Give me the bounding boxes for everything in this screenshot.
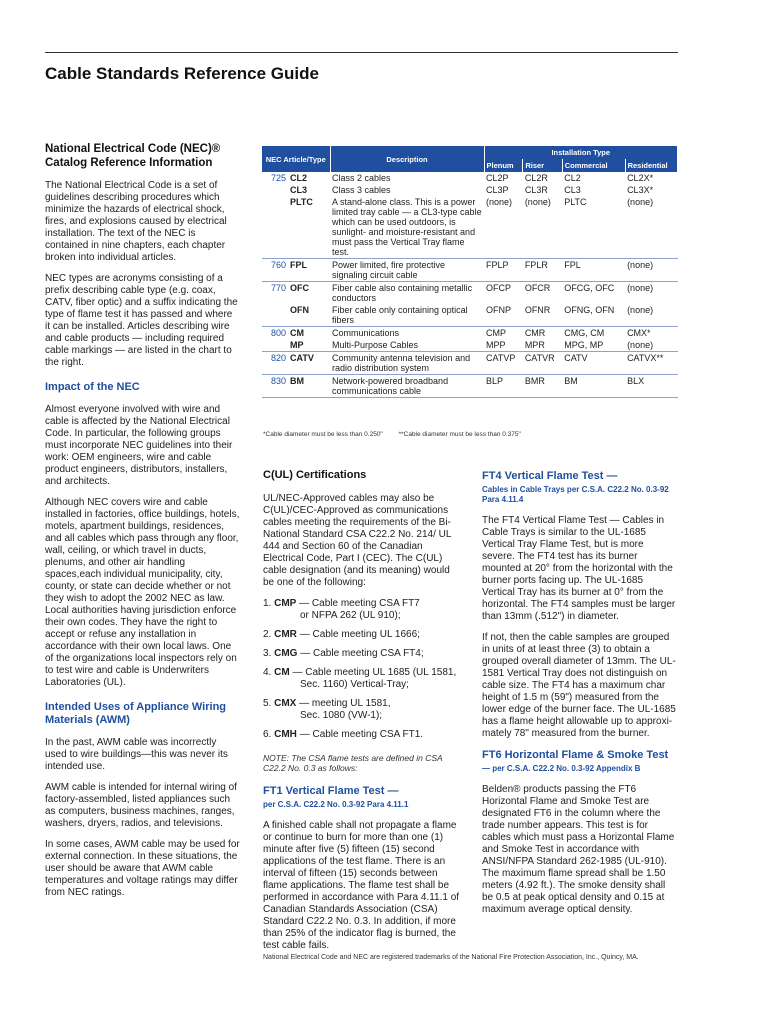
description-cell: Community antenna television and radio distribution system: [330, 352, 484, 375]
awm-paragraph-3: In some cases, AWM cable may be used for external connection. In these situations, the user should be aware that AWM cable temperatures and voltage ratings may differ from NEC ratings.: [45, 839, 240, 898]
header-commercial: Commercial: [562, 159, 625, 172]
table-row: [262, 259, 678, 282]
commercial-cell: PLTC: [562, 196, 625, 259]
plenum-cell: OFCP: [486, 283, 512, 293]
right-column: [482, 470, 678, 925]
article-cell: [262, 196, 288, 259]
description-cell: A stand-alone class. This is a power limited tray cable — a CL3-type cable which can be used outdoors, is sunlight- and moisture-resistant and must pass the Vertical Tray flame test.: [330, 196, 484, 259]
riser-cell: MPR: [523, 339, 562, 352]
header-installation: Installation Type: [484, 146, 678, 159]
plenum-cell: BLP: [484, 375, 523, 398]
residential-cell: BLX: [625, 375, 677, 398]
description-cell: Network-powered broadband communications cable: [330, 375, 484, 398]
riser-cell: FPLR: [523, 259, 562, 282]
header-plenum: Plenum: [484, 159, 523, 172]
impact-paragraph-2: Although NEC covers wire and cable installed in factories, office buildings, hotels, motels, apartment buildings, residences, and all cables which pass through any floor, wall, ceiling, or which travel in ducts, plenums, and other air handling spaces,each individual municipality, city, county, or state can decide whether or not they wish to adopt the 2002 NEC as law. Local authorities having jurisdiction enforce their own codes. They have the right to accept or refuse any installation in accordance with their own local laws. One of the organizations local inspectors rely on to test wire and cable is Underwriters Laboratories (UL).: [45, 497, 240, 688]
type-cell: OFN: [288, 304, 330, 327]
type-cell: BM: [288, 375, 330, 398]
commercial-cell: CMG, CM: [564, 328, 605, 338]
footnote-1: *Cable diameter must be less than 0.250": [263, 431, 383, 438]
trademark-footer: National Electrical Code and NEC are registered trademarks of the National Fire Protection Association, Inc., Quincy, MA.: [263, 954, 639, 961]
header-article: NEC Article/Type: [262, 146, 330, 172]
list-item: 6. CMH — Cable meeting CSA FT1.: [263, 729, 424, 740]
awm-heading: Intended Uses of Appliance Wiring Materials (AWM): [45, 701, 227, 726]
cul-heading: C(UL) Certifications: [263, 469, 367, 481]
cul-list: [263, 598, 463, 741]
plenum-cell: CL2P: [486, 173, 509, 183]
commercial-cell: CATV: [562, 352, 625, 375]
type-cell: CL3: [290, 185, 308, 195]
plenum-cell: FPLP: [484, 259, 523, 282]
residential-cell: (none): [627, 283, 654, 293]
commercial-cell: CL2: [564, 173, 581, 183]
type-cell: PLTC: [288, 196, 330, 259]
ft1-body: A finished cable shall not propagate a flame or continue to burn for more than one (1) minute after five (5) fifteen (15) second applications of the test flame. There is an interval of fifteen (15) seconds between flame applications. The flame test shall be performed in accordance with Para 4.11.1 of Canadian Standards Association (CSA) Standard C22.2 No. 0.3. In addition, if more than 25% of the indicator flag is burned, the test cable fails.: [263, 820, 460, 951]
type-cell: CM: [290, 328, 304, 338]
page-title: Cable Standards Reference Guide: [45, 64, 319, 83]
riser-cell: BMR: [523, 375, 562, 398]
description-cell: Fiber cable only containing optical fibers: [330, 304, 484, 327]
table-row: [262, 327, 678, 340]
impact-paragraph-1: Almost everyone involved with wire and cable is affected by the National Electrical Code. In particular, the following groups must incorporate NEC guidelines into their work: OEM engineers, wire and cable product engineers, distributors, installers, and architects.: [45, 404, 233, 487]
article-cell: [262, 339, 288, 352]
left-column: [45, 142, 240, 908]
awm-paragraph-1: In the past, AWM cable was incorrectly used to wire buildings—this was never its intended use.: [45, 737, 228, 772]
csa-note: NOTE: The CSA flame tests are defined in CSA C22.2 No. 0.3 as follows:: [263, 753, 443, 773]
header-residential: Residential: [625, 159, 677, 172]
table-row: [262, 184, 678, 196]
residential-cell: (none): [625, 304, 677, 327]
footnote-2: **Cable diameter must be less than 0.375": [398, 431, 521, 438]
plenum-cell: CL3P: [486, 185, 509, 195]
list-item: 4. CM — Cable meeting UL 1685 (UL 1581, Sec. 1160) Vertical-Tray;: [263, 667, 457, 690]
article-cell: [262, 304, 288, 327]
list-item: 3. CMG — Cable meeting CSA FT4;: [263, 648, 424, 659]
awm-paragraph-2: AWM cable is intended for internal wiring of factory-assembled, listed appliances such as computers, business machines, ranges, washers, dryers, radios, and televisions.: [45, 782, 237, 829]
riser-cell: CL3R: [524, 185, 548, 195]
ft1-subheading: per C.S.A. C22.2 No. 0.3-92 Para 4.11.1: [263, 800, 409, 809]
article-cell: 820: [262, 352, 288, 375]
residential-cell: CMX*: [627, 328, 651, 338]
article-cell: [262, 184, 288, 196]
residential-cell: CL2X*: [627, 173, 654, 183]
type-cell: FPL: [288, 259, 330, 282]
plenum-cell: CATVP: [484, 352, 523, 375]
residential-cell: (none): [625, 339, 677, 352]
header-riser: Riser: [523, 159, 562, 172]
table-row: [262, 196, 678, 259]
article-cell: 830: [262, 375, 288, 398]
residential-cell: CL3X*: [627, 185, 654, 195]
plenum-cell: MPP: [484, 339, 523, 352]
ft6-heading: FT6 Horizontal Flame & Smoke Test: [482, 749, 669, 761]
top-rule: [45, 52, 678, 53]
ft4-body-1: The FT4 Vertical Flame Test — Cables in Cable Trays is similar to the UL-1685 Vertical Tray Flame Test, but is more severe. The FT4 test has its burner mounted at 20° from the horizontal with the burner ports facing up. The UL-1685 Vertical Tray has its burner at 0° from the horizontal. The FT4 samples must be larger than 13mm (.512") in diameter.: [482, 515, 676, 622]
article-cell: 770: [270, 283, 286, 293]
ft4-subheading: Cables in Cable Trays per C.S.A. C22.2 No. 0.3-92 Para 4.11.4: [482, 485, 669, 504]
nec-reference-table: [262, 146, 678, 398]
description-cell: Power limited, fire protective signaling circuit cable: [330, 259, 484, 282]
table-row: [262, 339, 678, 352]
description-cell: Multi-Purpose Cables: [330, 339, 484, 352]
table-row: [262, 282, 678, 305]
nec-paragraph-2: NEC types are acronyms consisting of a prefix describing cable type (e.g. coax, CATV, fiber optic) and a suffix indicating the type of flame test it has passed and where it can be installed. Articles describing wire and cable products — including required cable markings — are listed in the chart to the right.: [45, 273, 238, 368]
riser-cell: CATVR: [523, 352, 562, 375]
residential-cell: (none): [625, 196, 677, 259]
ft4-heading: FT4 Vertical Flame Test —: [482, 470, 618, 482]
commercial-cell: OFCG, OFC: [564, 283, 615, 293]
riser-cell: (none): [523, 196, 562, 259]
article-cell: 725: [270, 173, 286, 183]
table-row: [262, 375, 678, 398]
plenum-cell: CMP: [486, 328, 506, 338]
residential-cell: (none): [625, 259, 677, 282]
residential-cell: CATVX**: [625, 352, 677, 375]
list-item: 1. CMP — Cable meeting CSA FT7 or NFPA 262 (UL 910);: [263, 598, 420, 621]
commercial-cell: OFNG, OFN: [562, 304, 625, 327]
description-cell: Class 2 cables: [332, 173, 391, 183]
table-row: [262, 352, 678, 375]
riser-cell: OFNR: [523, 304, 562, 327]
table-row: [262, 304, 678, 327]
impact-heading: Impact of the NEC: [45, 381, 140, 393]
ft6-body: Belden® products passing the FT6 Horizontal Flame and Smoke Test are designated FT6 in the column where the trade number appears. This test is for cables which must pass a Horizontal Flame and Smoke Test in accordance with ANSI/NFPA Standard 262-1985 (UL-910). The maximum flame spread shall be 1.50 meters (4.92 ft.). The smoke density shall be 0.5 at peak optical density and 0.15 at maximum average optical density.: [482, 784, 675, 915]
commercial-cell: CL3: [564, 185, 581, 195]
plenum-cell: OFNP: [484, 304, 523, 327]
type-cell: CL2: [290, 173, 308, 183]
cul-intro: UL/NEC-Approved cables may also be C(UL)/CEC-Approved as communications cables meeting the requirements of the Bi-National Standard CSA C22.2 No. 214/ UL 444 and Section 60 of the Canadian Electrical Code, Part I (CEC). The C(UL) cable designation (and its meaning) would be one of the following:: [263, 493, 452, 588]
riser-cell: OFCR: [524, 283, 551, 293]
commercial-cell: MPG, MP: [562, 339, 625, 352]
ft1-heading: FT1 Vertical Flame Test —: [263, 785, 399, 797]
description-cell: Class 3 cables: [332, 185, 391, 195]
article-cell: 800: [270, 328, 286, 338]
middle-column: [263, 469, 463, 961]
ft6-subheading: — per C.S.A. C22.2 No. 0.3-92 Appendix B: [482, 764, 641, 773]
type-cell: MP: [288, 339, 330, 352]
riser-cell: CL2R: [524, 173, 548, 183]
description-cell: Fiber cable also containing metallic conductors: [332, 283, 473, 303]
ft4-body-2: If not, then the cable samples are grouped in units of at least three (3) to obtain a grouped overall diameter of 13mm. The UL-1581 Vertical Tray does not distinguish on cable size. The FT4 has a maximum char height of 1.5 m (59") measured from the lower edge of the burner face. The UL-1685 has a flame height allowable up to approxi- mately 78" measured from the burner.: [482, 632, 676, 739]
nec-paragraph-1: The National Electrical Code is a set of guidelines describing procedures which minimize the hazards of electrical shock, fires, and explosions caused by electrical installation. The text of the NEC is contained in nine chapters, each chapter broken into individual articles.: [45, 180, 227, 263]
list-item: 5. CMX — meeting UL 1581, Sec. 1080 (VW-1);: [263, 698, 391, 721]
nec-heading: National Electrical Code (NEC)® Catalog Reference Information: [45, 143, 221, 169]
article-cell: 760: [262, 259, 288, 282]
commercial-cell: FPL: [562, 259, 625, 282]
header-description: Description: [330, 146, 484, 172]
commercial-cell: BM: [562, 375, 625, 398]
type-cell: OFC: [290, 283, 309, 293]
plenum-cell: (none): [484, 196, 523, 259]
list-item: 2. CMR — Cable meeting UL 1666;: [263, 629, 420, 640]
riser-cell: CMR: [524, 328, 546, 338]
type-cell: CATV: [288, 352, 330, 375]
description-cell: Communications: [332, 328, 400, 338]
table-footnotes: [263, 431, 535, 438]
table-row: [262, 172, 678, 184]
